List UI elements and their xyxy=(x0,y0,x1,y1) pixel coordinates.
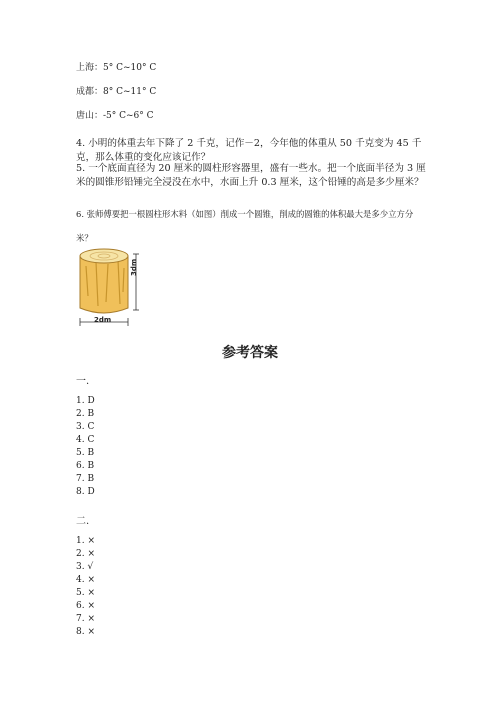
list-item: 4. × xyxy=(76,575,95,585)
list-item: 6. B xyxy=(76,461,95,471)
answers-title: 参考答案 xyxy=(222,345,278,361)
list-item: 7. × xyxy=(76,614,95,624)
temp-chengdu: 成都：8° C~11° C xyxy=(76,87,157,97)
list-item: 8. D xyxy=(76,487,95,497)
list-item: 5. B xyxy=(76,448,95,458)
list-item: 3. √ xyxy=(76,562,94,572)
list-item: 2. × xyxy=(76,549,95,559)
question-6: 6. 张师傅要把一根圆柱形木料（如图）削成一个圆锥，削成的圆锥的体积最大是多少立方分米？ xyxy=(76,209,414,243)
section1-title: 一. xyxy=(76,376,90,387)
height-label: 3dm xyxy=(130,258,138,276)
cylinder-log-figure xyxy=(74,246,144,328)
list-item: 4. C xyxy=(76,435,95,445)
list-item: 1. D xyxy=(76,396,95,406)
question-4: 4. 小明的体重去年下降了 2 千克，记作－2，今年他的体重从 50 千克变为 45 千克，那么体重的变化应该记作？ xyxy=(76,138,422,163)
list-item: 1. × xyxy=(76,536,95,546)
list-item: 2. B xyxy=(76,409,95,419)
list-item: 5. × xyxy=(76,588,95,598)
question-5: 5. 一个底面直径为 20 厘米的圆柱形容器里，盛有一些水。把一个底面半径为 3 厘米的圆锥形铅锤完全浸没在水中，水面上升 0.3 厘米，这个铅锤的高是多少厘米？ xyxy=(76,163,426,188)
temp-shanghai: 上海：5° C~10° C xyxy=(76,63,157,73)
section2-title: 二. xyxy=(76,516,90,527)
width-label: 2dm xyxy=(94,316,112,324)
temp-tangshan: 唐山：-5° C~6° C xyxy=(76,111,154,121)
list-item: 3. C xyxy=(76,422,95,432)
list-item: 7. B xyxy=(76,474,95,484)
list-item: 8. × xyxy=(76,627,95,637)
list-item: 6. × xyxy=(76,601,95,611)
